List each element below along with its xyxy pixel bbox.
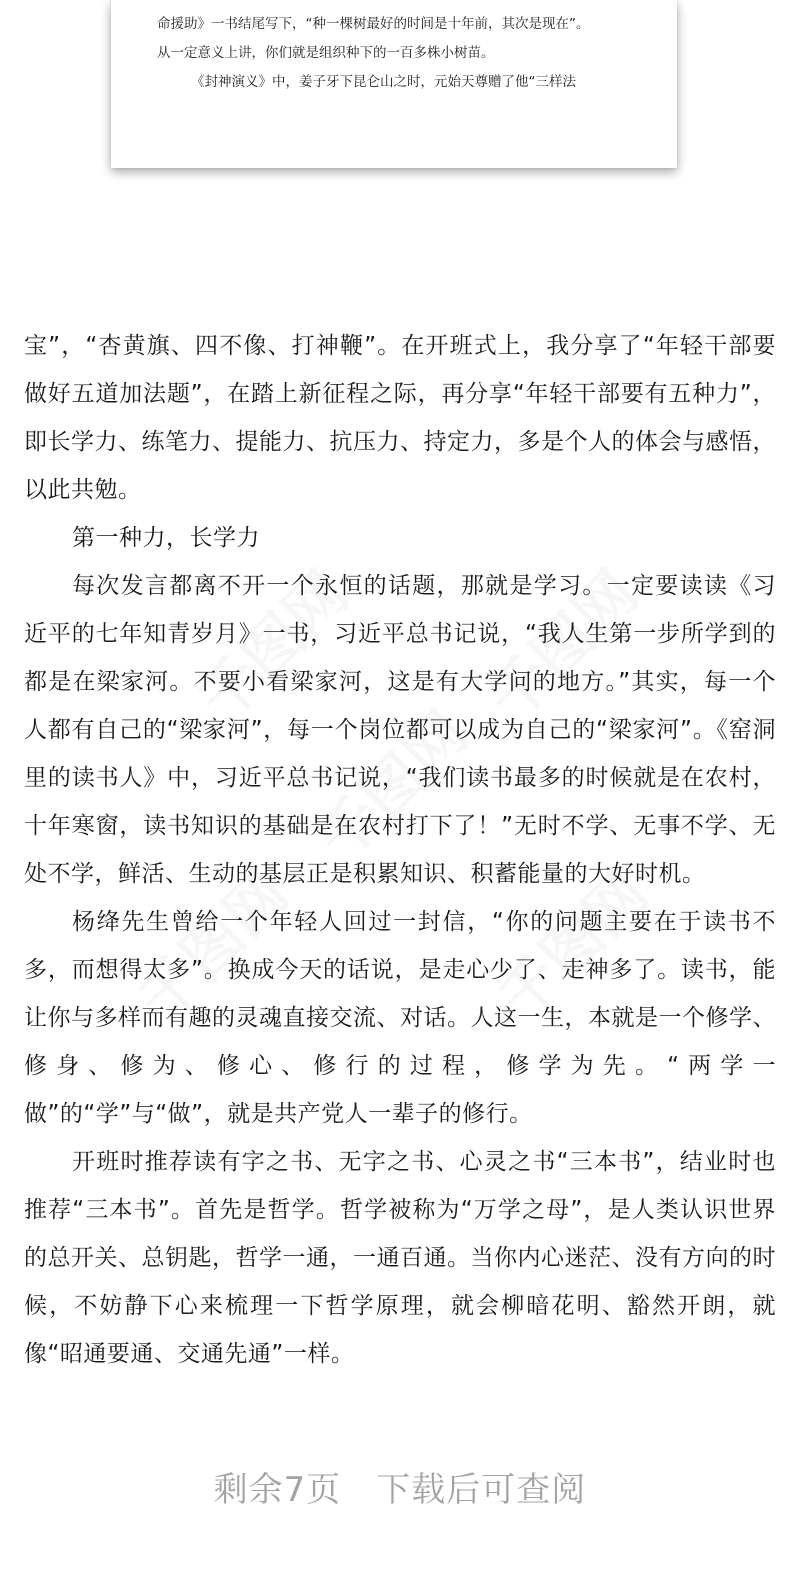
preview-line-3: 《封神演义》中，姜子牙下昆仑山之时，元始天尊赠了他“三样法 <box>191 74 576 90</box>
previous-page-preview <box>111 0 677 168</box>
section-heading: 第一种力，长学力 <box>72 525 260 551</box>
paragraph-continuation: 宝”，“杏黄旗、四不像、打神鞭”。在开班式上，我分享了“年轻干部要做好五道加法题”，在踏上新征程之际，再分享“年轻干部要有五种力”，即长学力、练笔力、提能力、抗压力、持定力，多是个人的体会与感悟，以此共勉。 <box>24 333 776 503</box>
paragraph: 每次发言都离不开一个永恒的话题，那就是学习。一定要读读《习近平的七年知青岁月》一书，习近平总书记说，“我人生第一步所学到的都是在梁家河。不要小看梁家河，这是有大学问的地方。”其实，每一个人都有自己的“梁家河”，每一个岗位都可以成为自己的“梁家河”。《窑洞里的读书人》中，习近平总书记说，“我们读书最多的时候就是在农村，十年寒窗，读书知识的基础是在农村打下了！”无时不学、无事不学、无处不学，鲜活、生动的基层正是积累知识、积蓄能量的大好时机。 <box>24 573 776 887</box>
paragraph: 开班时推荐读有字之书、无字之书、心灵之书“三本书”，结业时也推荐“三本书”。首先是哲学。哲学被称为“万学之母”，是人类认识世界的总开关、总钥匙，哲学一通，一通百通。当你内心迷茫、没有方向的时候，不妨静下心来梳理一下哲学原理，就会柳暗花明、豁然开朗，就像“昭通要通、交通先通”一样。 <box>24 1149 776 1367</box>
preview-line-2: 从一定意义上讲，你们就是组织种下的一百多株小树苗。 <box>157 45 495 61</box>
paragraph: 杨绛先生曾给一个年轻人回过一封信，“你的问题主要在于读书不多，而想得太多”。换成今天的话说，是走心少了、走神多了。读书，能让你与多样而有趣的灵魂直接交流、对话。人这一生，本就是一个修学、修身、修为、修心、修行的过程，修学为先。“两学一做”的“学”与“做”，就是共产党人一辈子的修行。 <box>24 909 776 1127</box>
document-body <box>24 322 776 1378</box>
remaining-pages-notice[interactable]: 剩余7页 下载后可查阅 <box>213 1470 587 1510</box>
preview-line-1: 命援助》一书结尾写下，“种一棵树最好的时间是十年前，其次是现在”。 <box>157 16 590 32</box>
